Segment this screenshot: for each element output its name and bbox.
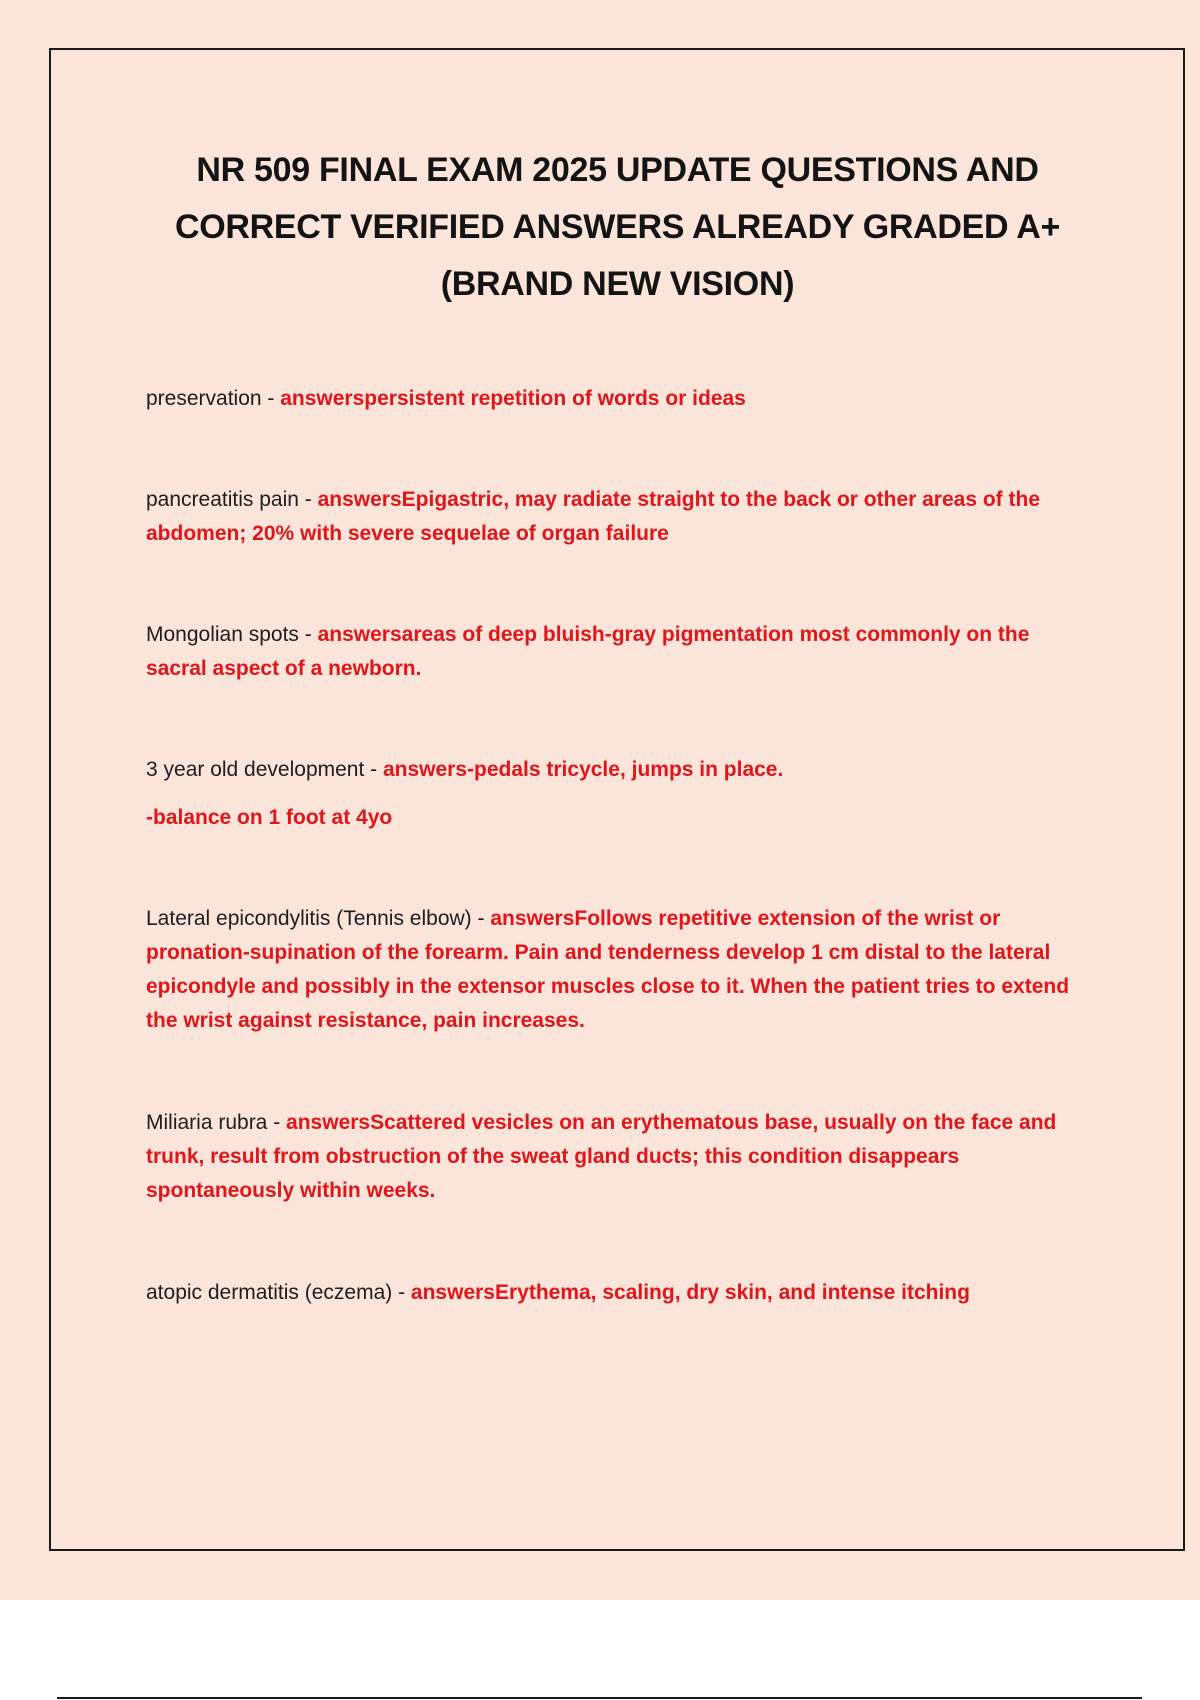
entry-answer: answers-pedals tricycle, jumps in place. xyxy=(382,758,784,781)
entry-separator: - xyxy=(364,758,383,781)
entry-separator: - xyxy=(267,1111,287,1134)
entry-term: Mongolian spots xyxy=(146,623,299,646)
qa-entry-preservation xyxy=(146,382,1086,416)
entry-separator: - xyxy=(298,488,318,511)
entry-answer: answersScattered vesicles on an erythematous base, usually on the face and trunk, result from obstruction of the sweat gland ducts; this condition disappears spontaneously within weeks. xyxy=(146,1111,1057,1202)
qa-entry-atopic-dermatitis xyxy=(146,1276,1086,1310)
entry-separator: - xyxy=(261,387,281,410)
title-line-1: NR 509 FINAL EXAM 2025 UPDATE QUESTIONS AND xyxy=(196,151,1039,189)
qa-entry-pancreatitis-pain xyxy=(146,483,1086,551)
footer-divider xyxy=(57,1697,1142,1699)
qa-entry-mongolian-spots xyxy=(146,618,1086,686)
entry-separator: - xyxy=(471,907,491,930)
entry-answer: answersareas of deep bluish-gray pigmentation most commonly on the sacral aspect of a newborn. xyxy=(146,623,1030,680)
entry-separator: - xyxy=(392,1281,411,1304)
entry-answer: answersFollows repetitive extension of the wrist or pronation-supination of the forearm. Pain and tenderness develop 1 cm distal to the lateral epicondyle and possibly in the extensor muscles close to it. When the patient tries to extend the wrist against resistance, pain increases. xyxy=(146,907,1070,1032)
entry-separator: - xyxy=(298,623,318,646)
entry-term: Miliaria rubra xyxy=(146,1111,268,1134)
entry-answer: answerspersistent repetition of words or ideas xyxy=(280,387,746,410)
entry-term: atopic dermatitis (eczema) xyxy=(146,1281,393,1304)
entry-answer: answersErythema, scaling, dry skin, and intense itching xyxy=(410,1281,970,1304)
qa-entry-lateral-epicondylitis xyxy=(146,902,1086,1038)
title-line-3: (BRAND NEW VISION) xyxy=(440,265,795,303)
qa-entry-3-year-old-development xyxy=(146,753,1086,787)
entry-term: pancreatitis pain xyxy=(146,488,299,511)
title-line-2: CORRECT VERIFIED ANSWERS ALREADY GRADED A+ xyxy=(174,208,1060,246)
entry-term: Lateral epicondylitis (Tennis elbow) xyxy=(146,907,472,930)
entry-term: preservation xyxy=(146,387,262,410)
entry-answer-continuation: -balance on 1 foot at 4yo xyxy=(146,806,393,829)
entry-answer: answersEpigastric, may radiate straight to the back or other areas of the abdomen; 20% with severe sequelae of organ failure xyxy=(146,488,1041,545)
qa-entry-miliaria-rubra xyxy=(146,1106,1086,1208)
entry-term: 3 year old development xyxy=(146,758,365,781)
document-title xyxy=(120,142,1115,313)
